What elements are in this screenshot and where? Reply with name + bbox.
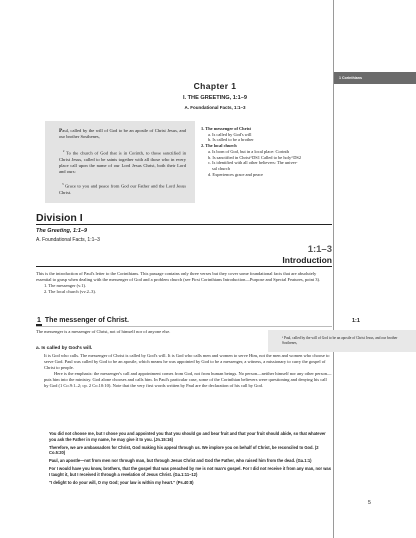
scripture-verse-2: $^2$ To the church of God that is in Corinth, to those sanctified in Christ Jesus, called to be saints together with all those who in every place call upon the name of our Lord Jesus Christ, both their Lord and ours: (59, 149, 186, 175)
outline-item: b. Is sanctified in Christ^DS1 Called to be holy^DS2 (208, 154, 302, 160)
chapter-title: Chapter 1 (193, 81, 237, 91)
introduction-body (36, 271, 332, 295)
outline-item: a. Is called by God's will (208, 131, 252, 137)
quote-item: You did not choose me, but I chose you and appointed you that you should go and bear fruit and that your fruit should abide, so that whatever you ask the Father in my name, he may give it to you. (Jn.15:16) (49, 431, 326, 442)
list-item: 2. The local church (vv.2–3). (44, 289, 96, 295)
outline-item: d. Experiences grace and peace (208, 171, 263, 177)
introduction-paragraph: This is the introduction of Paul's letter to the Corinthians. This passage contains only three verses but they cover some foundational facts that are absolutely essential to grasp when dealing with the messenger of God and a problem church (see First Corinthians Introduction—Purpose and Special Features, point 3). (36, 271, 321, 283)
outline-item: c. Is identified with all other believers: The univer- (208, 160, 298, 166)
subsection-heading: a. Is called by God's will. (36, 346, 93, 351)
page-number: 5 (368, 500, 371, 506)
division-foundational: A. Foundational Facts, 1:1–3 (36, 237, 100, 243)
section-reference: 1:1 (352, 318, 360, 324)
body-paragraph: Here is the emphasis: the messenger's call and appointment comes from God, not from human beings. No person—neither himself nor any other person—puts him into the ministry. God alone chooses and calls him. In Paul's particular case, some of the Corinthian believers were questioning and denying his call by God (1 Co.9:1–2; cp. 2 Co.10:10). Note that the very first words written by Paul are the declaration of his call by God. (44, 371, 332, 389)
outline-item: sal church (212, 165, 230, 171)
outline-item: a. Is born of God, but in a local place: Corinth (208, 148, 289, 154)
book-tab-label: 1 Corinthians (339, 76, 362, 80)
section-number: 1 (37, 317, 41, 324)
outline-item: 2. The local church (201, 143, 237, 149)
division-title: Division I (36, 212, 83, 224)
scripture-quotes (44, 431, 332, 488)
side-verse-text: ¹ Paul, called by the will of God to be an apostle of Christ Jesus, and our brother Sosthenes, (282, 336, 398, 345)
scripture-verse-1: Paul, called by the will of God to be an apostle of Christ Jesus, and our brother Sosthenes, (59, 128, 186, 140)
side-verse-box (268, 330, 416, 352)
scripture-box (45, 121, 195, 203)
quote-item: For I would have you know, brothers, that the gospel that was preached by me is not man's gospel. For I did not receive it from any man, nor was I taught it, but I received it through a revelation of Jesus Christ. (Ga.1:11–12) (49, 466, 331, 477)
drop-initial: P (59, 128, 63, 134)
passage-reference: 1:1–3 (307, 244, 332, 255)
division-rule (36, 224, 332, 225)
outline (201, 126, 331, 177)
quote-item: Paul, an apostle—not from men nor through man, but through Jesus Christ and God the Father, who raised him from the dead. (Ga.1:1) (49, 458, 312, 464)
scripture-verse-3: $^3$ Grace to you and peace from God our Father and the Lord Jesus Christ. (59, 182, 186, 195)
foundational-heading: A. Foundational Facts, 1:1–3 (184, 105, 246, 110)
greeting-heading: I. THE GREETING, 1:1–9 (182, 95, 248, 101)
subsection-body (44, 353, 332, 390)
section-rule (36, 326, 332, 327)
book-tab (334, 72, 416, 84)
section-title: 1 The messenger of Christ. (37, 317, 129, 324)
list-item: 1. The messenger (v.1). (44, 283, 87, 289)
outline-item: 1. The messenger of Christ (201, 126, 251, 131)
quote-item: Therefore, we are ambassadors for Christ, God making his appeal through us. We implore you on behalf of Christ, be reconciled to God. (2 Co.5:20) (49, 444, 319, 456)
division-subtitle: The Greeting, 1:1–9 (36, 228, 88, 234)
introduction-title: Introduction (282, 255, 332, 265)
body-paragraph: It is God who calls. The messenger of Christ is called by God's will. It is God who calls men and women to serve Him, not the men and women who choose to serve God. Paul was called by God to be an apostle, which means he was appointed by God to be a messenger, a witness, a missionary to carry the gospel of Christ to people. (44, 353, 330, 371)
section-line: The messenger is a messenger of Christ, not of himself nor of anyone else. (36, 329, 171, 334)
outline-item: b. Is called to be a brother (208, 137, 254, 143)
introduction-rule (36, 266, 332, 267)
quote-item: "I delight to do your will, O my God; your law is within my heart." (Ps.40:8) (49, 479, 194, 485)
